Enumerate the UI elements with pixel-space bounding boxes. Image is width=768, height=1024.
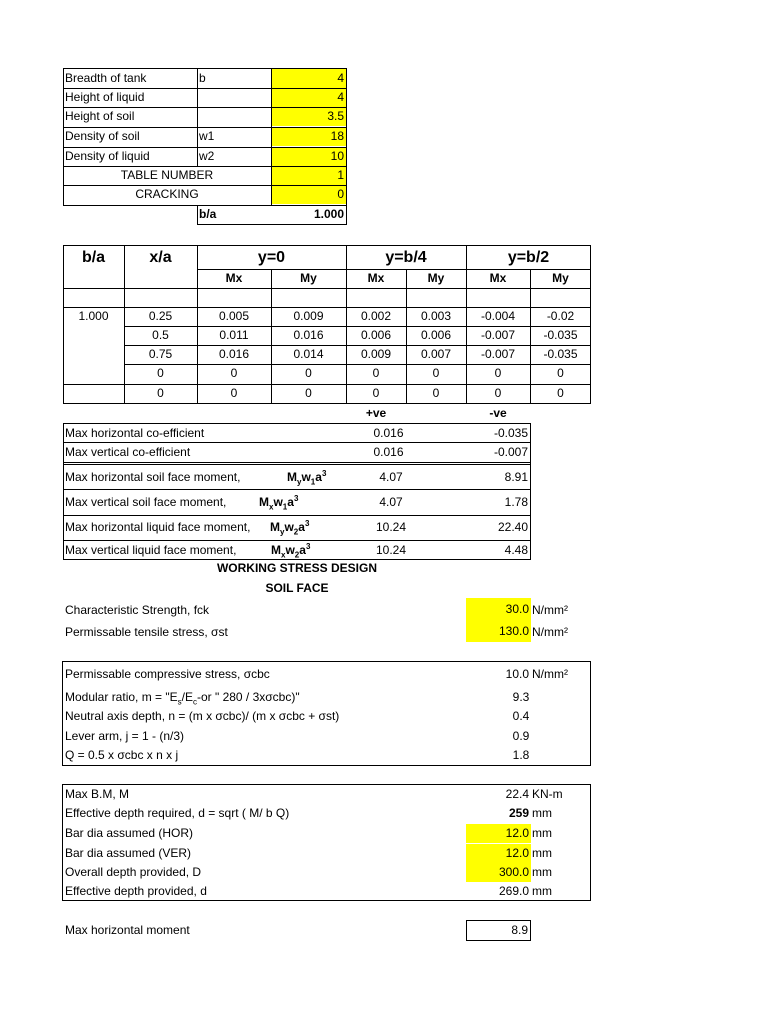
sign-positive: +ve — [365, 406, 387, 420]
coef-cell: 0.003 — [420, 309, 452, 323]
moment-label: Max vertical soil face moment, — [65, 495, 227, 509]
coef-cell: 0 — [557, 366, 564, 380]
depth-unit: KN-m — [532, 787, 563, 801]
input-value[interactable]: 10 — [271, 147, 346, 166]
coef-cell: 0.016 — [293, 328, 324, 342]
depth-value[interactable]: 12.0 — [466, 824, 531, 843]
input-label: Height of liquid — [65, 90, 145, 104]
coef-cell: 0 — [157, 366, 164, 380]
param-value: 9.3 — [512, 690, 530, 704]
depth-value[interactable]: 12.0 — [466, 844, 531, 863]
subheader-mx: Mx — [367, 271, 385, 285]
depth-label: Effective depth required, d = sqrt ( M/ b Q) — [65, 806, 290, 820]
coef-cell: 0.006 — [360, 328, 392, 342]
input-label: Density of liquid — [65, 149, 150, 163]
input-symbol: w1 — [199, 129, 215, 143]
input-symbol — [197, 107, 271, 126]
max-coef-label: Max horizontal co-efficient — [65, 426, 205, 440]
param-label: Modular ratio, $m = "E_s/E_c-or$ " 280 / 3xσcbc)" — [65, 690, 300, 707]
coef-cell: 0.75 — [148, 347, 173, 361]
fck-unit: N/mm² — [532, 603, 568, 617]
fck-value[interactable]: 30.0 — [466, 598, 531, 620]
input-label: Density of soil — [65, 129, 140, 143]
design-title: WORKING STRESS DESIGN — [216, 561, 377, 575]
depth-label: Bar dia assumed (VER) — [65, 846, 192, 860]
fck-label: Characteristic Strength, fck — [65, 603, 210, 617]
param-unit: N/mm² — [532, 667, 568, 681]
input-label: Breadth of tank — [65, 71, 147, 85]
coef-cell: 0.5 — [152, 328, 169, 342]
moment-formula: $M_yw_2a^3$ — [270, 519, 310, 537]
param-value: 0.4 — [512, 709, 530, 723]
input-value[interactable]: 4 — [271, 69, 346, 88]
coef-cell: 0.25 — [148, 309, 173, 323]
sst-value[interactable]: 130.0 — [466, 620, 531, 642]
param-value: 0.9 — [512, 729, 530, 743]
moment-formula: $M_yw_1a^3$ — [287, 469, 327, 487]
moment-formula: $M_xw_1a^3$ — [259, 494, 299, 512]
depth-unit: mm — [532, 865, 552, 879]
max-coef-neg: -0.007 — [493, 445, 528, 459]
depth-value: 259 — [508, 806, 529, 820]
depth-unit: mm — [532, 846, 552, 860]
cracking-label: CRACKING — [135, 187, 199, 201]
coef-cell: 0.014 — [293, 347, 324, 361]
input-value[interactable]: 3.5 — [271, 107, 346, 126]
coef-cell: 0.007 — [420, 347, 452, 361]
coef-cell — [63, 364, 124, 383]
param-value: 10.0 — [505, 667, 529, 681]
design-subtitle: SOIL FACE — [265, 581, 329, 595]
moment-pos: 10.24 — [375, 543, 407, 557]
param-label: Permissable compressive stress, σcbc — [65, 667, 270, 681]
coef-cell: -0.004 — [480, 309, 516, 323]
coef-cell: 0.016 — [218, 347, 250, 361]
header-yb4: y=b/4 — [385, 249, 427, 266]
depth-value[interactable]: 300.0 — [466, 863, 531, 882]
moment-label: Max horizontal soil face moment, — [65, 470, 241, 484]
table-number-value[interactable]: 1 — [271, 166, 346, 185]
coef-cell: 0 — [372, 386, 380, 400]
subheader-mx: Mx — [489, 271, 507, 285]
max-hor-moment-label: Max horizontal moment — [65, 923, 190, 937]
table-number-label: TABLE NUMBER — [120, 168, 214, 182]
moment-pos: 10.24 — [375, 520, 407, 534]
header-xa: x/a — [149, 249, 172, 266]
subheader-mx: Mx — [225, 271, 243, 285]
coef-cell: 0 — [372, 366, 380, 380]
moment-neg: 8.91 — [504, 470, 528, 484]
coef-cell: 0 — [494, 366, 502, 380]
input-symbol — [197, 88, 271, 107]
max-coef-pos: 0.016 — [373, 426, 404, 440]
depth-label: Max B.M, M — [65, 787, 130, 801]
max-coef-pos: 0.016 — [373, 445, 404, 459]
coef-cell — [63, 326, 124, 345]
coef-cell: 0.005 — [218, 309, 250, 323]
param-value: 1.8 — [512, 748, 530, 762]
depth-label: Bar dia assumed (HOR) — [65, 826, 194, 840]
depth-unit: mm — [532, 884, 552, 898]
coef-cell: 0 — [230, 386, 238, 400]
coef-cell: 0 — [494, 386, 502, 400]
subheader-my: My — [427, 271, 445, 285]
ba-label: b/a — [199, 207, 217, 221]
ba-value: 1.000 — [313, 207, 344, 221]
cracking-value[interactable]: 0 — [271, 185, 346, 204]
coef-cell — [63, 345, 124, 364]
moment-pos: 4.07 — [379, 495, 403, 509]
coef-cell: 0.009 — [293, 309, 324, 323]
depth-value: 22.4 — [505, 787, 529, 801]
max-hor-moment-value: 8.9 — [466, 920, 531, 941]
depth-label: Overall depth provided, D — [65, 865, 202, 879]
depth-unit: mm — [532, 806, 552, 820]
coef-cell: -0.007 — [480, 347, 516, 361]
input-value[interactable]: 4 — [271, 88, 346, 107]
coef-cell: -0.035 — [543, 328, 578, 342]
moment-pos: 4.07 — [379, 470, 403, 484]
moment-label: Max vertical liquid face moment, — [65, 543, 237, 557]
coef-cell: 0 — [432, 366, 440, 380]
coef-cell: -0.035 — [543, 347, 578, 361]
moment-neg: 22.40 — [497, 520, 528, 534]
moment-neg: 4.48 — [504, 543, 528, 557]
input-symbol: b — [199, 71, 206, 85]
moment-neg: 1.78 — [504, 495, 528, 509]
coef-cell — [63, 384, 124, 403]
sign-negative: -ve — [489, 406, 507, 420]
coef-cell: 0.006 — [420, 328, 452, 342]
depth-label: Effective depth provided, d — [65, 884, 207, 898]
input-value[interactable]: 18 — [271, 127, 346, 146]
param-label: Q = 0.5 x σcbc x n x j — [65, 748, 179, 762]
coef-cell: 0 — [432, 386, 440, 400]
coef-cell: 0 — [557, 386, 564, 400]
coef-cell: 0.011 — [219, 328, 249, 342]
coef-cell: 1.000 — [78, 309, 109, 323]
moment-label: Max horizontal liquid face moment, — [65, 520, 251, 534]
coef-cell: 0.002 — [360, 309, 392, 323]
max-coef-label: Max vertical co-efficient — [65, 445, 191, 459]
subheader-my: My — [552, 271, 569, 285]
header-yb2: y=b/2 — [507, 249, 550, 266]
subheader-my: My — [300, 271, 317, 285]
depth-unit: mm — [532, 826, 552, 840]
coef-cell: 0 — [157, 386, 164, 400]
header-ba: b/a — [81, 249, 106, 266]
depth-value: 269.0 — [498, 884, 529, 898]
coef-cell: 0 — [305, 386, 312, 400]
coef-cell: 0 — [305, 366, 312, 380]
header-y0: y=0 — [257, 249, 286, 266]
sst-label: Permissable tensile stress, σst — [65, 625, 228, 639]
sst-unit: N/mm² — [532, 625, 568, 639]
max-coef-neg: -0.035 — [493, 426, 528, 440]
coef-cell: -0.007 — [480, 328, 516, 342]
coef-cell: 0.009 — [360, 347, 392, 361]
input-symbol: w2 — [199, 149, 215, 163]
coef-cell: 0 — [230, 366, 238, 380]
moment-formula: $M_xw_2a^3$ — [271, 542, 311, 560]
param-label: Lever arm, j = 1 - (n/3) — [65, 729, 185, 743]
param-label: Neutral axis depth, n = (m x σcbc)/ (m x σcbc + σst) — [65, 709, 340, 723]
coef-cell: -0.02 — [546, 309, 575, 323]
input-label: Height of soil — [65, 109, 135, 123]
